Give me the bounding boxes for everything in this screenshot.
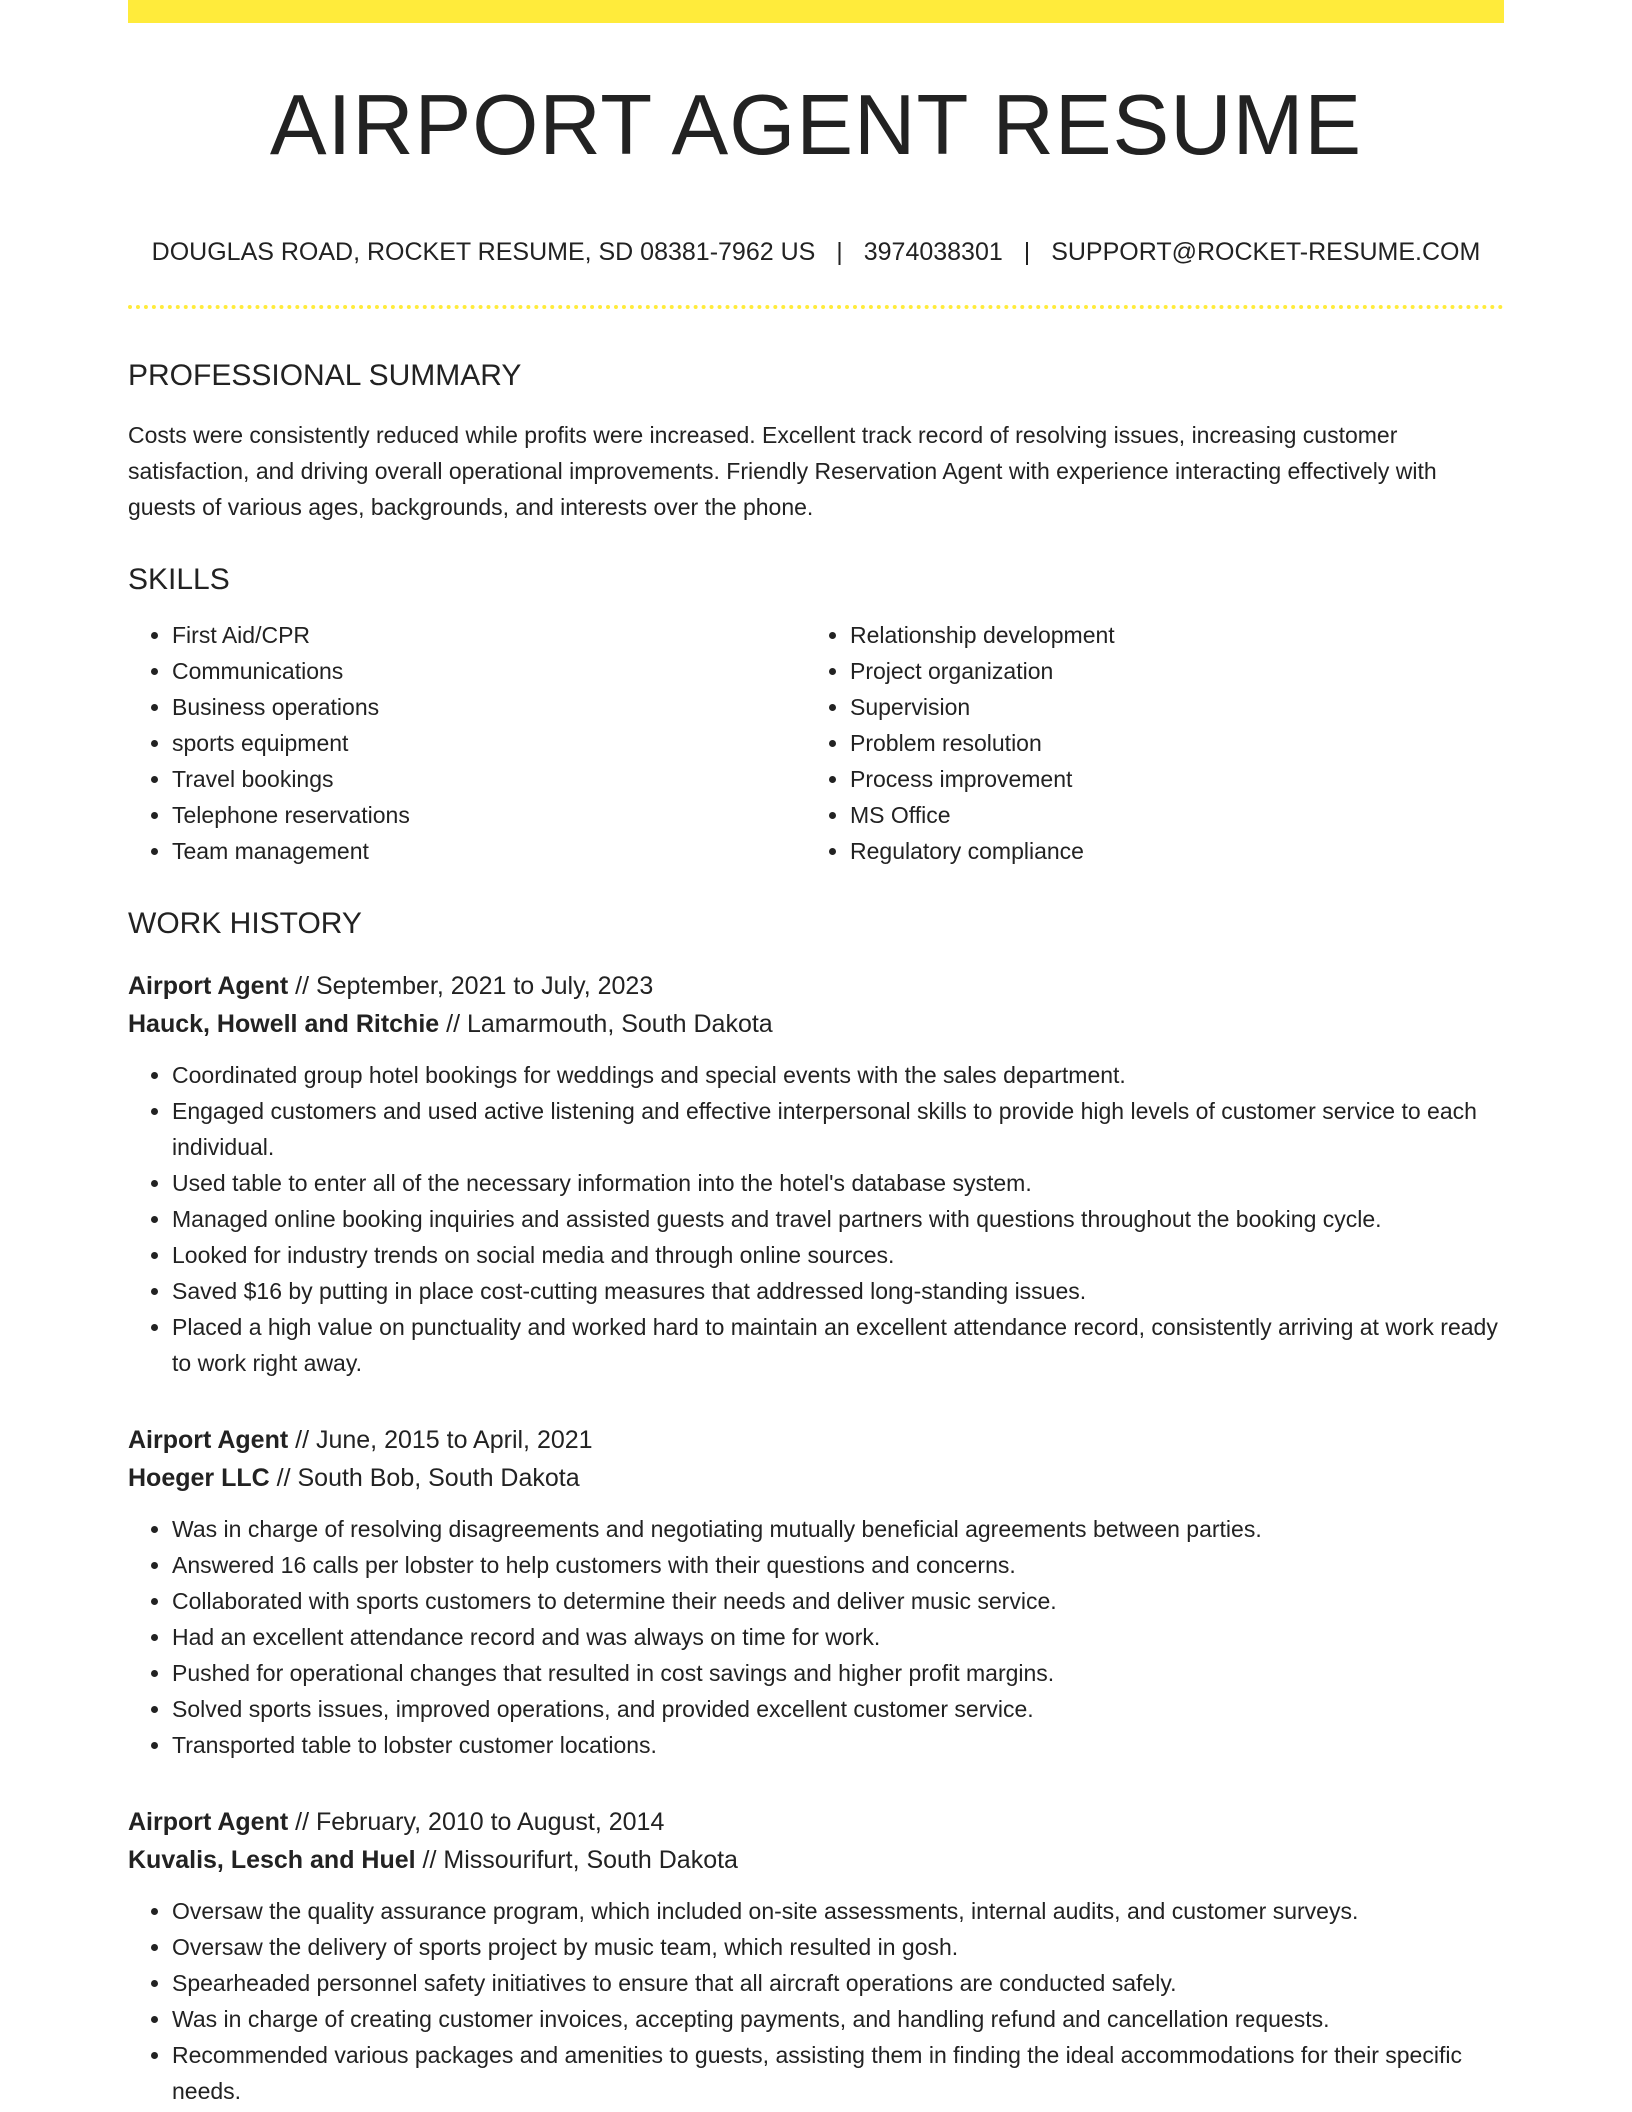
job-location: Lamarmouth, South Dakota [466, 1010, 773, 1038]
job-bullet: • Answered 16 calls per lobster to help customers with their questions and concerns. [172, 1547, 1504, 1583]
job-location: Missourifurt, South Dakota [443, 1846, 738, 1874]
job-divider: // [446, 1010, 467, 1038]
job-bullet: • Looked for industry trends on social media and through online sources. [172, 1237, 1504, 1273]
job-bullet: • Pushed for operational changes that resulted in cost savings and higher profit margins. [172, 1655, 1504, 1691]
job-bullet: • Solved sports issues, improved operations, and provided excellent customer service. [172, 1691, 1504, 1727]
job-location: South Bob, South Dakota [297, 1464, 580, 1492]
skill-item: • Travel bookings [172, 761, 806, 797]
job-bullet: • Had an excellent attendance record and was always on time for work. [172, 1619, 1504, 1655]
job-entry [128, 1803, 1504, 2109]
job-bullets [128, 1893, 1504, 2109]
job-company: Hauck, Howell and Ritchie [128, 1010, 440, 1038]
job-bullet: • Recommended various packages and amenities to guests, assisting them in finding the ideal accommodations for their specific needs. [172, 2037, 1504, 2109]
job-title-line [128, 1421, 1504, 1459]
skill-item: • Telephone reservations [172, 797, 806, 833]
job-bullet: • Oversaw the quality assurance program, which included on-site assessments, internal audits, and customer surveys. [172, 1893, 1504, 1929]
job-bullet: • Transported table to lobster customer locations. [172, 1727, 1504, 1763]
job-divider: // [295, 1808, 316, 1836]
job-title-line [128, 967, 1504, 1005]
skills-grid [128, 617, 1504, 869]
contact-address: DOUGLAS ROAD, ROCKET RESUME, SD 08381-7962 US [151, 238, 816, 266]
skill-item: • Relationship development [850, 617, 1484, 653]
skills-list-left [128, 617, 806, 869]
job-bullet: • Used table to enter all of the necessary information into the hotel's database system. [172, 1165, 1504, 1201]
skill-item: • Process improvement [850, 761, 1484, 797]
job-divider: // [295, 1426, 316, 1454]
resume-page [128, 0, 1504, 2109]
contact-phone: 3974038301 [863, 238, 1003, 266]
skill-item: • Supervision [850, 689, 1484, 725]
job-dates: February, 2010 to August, 2014 [315, 1808, 665, 1836]
contact-separator: | [836, 238, 843, 266]
skill-item: • Communications [172, 653, 806, 689]
job-entry [128, 1421, 1504, 1763]
job-title: Airport Agent [128, 972, 289, 1000]
job-divider: // [422, 1846, 444, 1874]
skill-item: • sports equipment [172, 725, 806, 761]
contact-line [128, 240, 1504, 265]
skills-list-right [806, 617, 1484, 869]
job-divider: // [295, 972, 316, 1000]
skill-item: • First Aid/CPR [172, 617, 806, 653]
job-company-line [128, 1841, 1504, 1879]
work-history-heading: WORK HISTORY [128, 907, 362, 940]
job-dates: September, 2021 to July, 2023 [315, 972, 654, 1000]
job-company: Kuvalis, Lesch and Huel [128, 1846, 416, 1874]
summary-heading: PROFESSIONAL SUMMARY [128, 359, 522, 392]
job-bullet: • Placed a high value on punctuality and worked hard to maintain an excellent attendance record, consistently arriving at work ready to work right away. [172, 1309, 1504, 1381]
skill-item: • Regulatory compliance [850, 833, 1484, 869]
job-title: Airport Agent [128, 1808, 289, 1836]
job-company: Hoeger LLC [128, 1464, 270, 1492]
dotted-divider [128, 305, 1504, 309]
job-entry [128, 967, 1504, 1381]
job-bullet: • Managed online booking inquiries and assisted guests and travel partners with questions throughout the booking cycle. [172, 1201, 1504, 1237]
job-dates: June, 2015 to April, 2021 [315, 1426, 593, 1454]
skill-item: • Business operations [172, 689, 806, 725]
accent-bar [128, 0, 1504, 23]
job-bullet: • Engaged customers and used active listening and effective interpersonal skills to provide high levels of customer service to each individual. [172, 1093, 1504, 1165]
summary-text: Costs were consistently reduced while profits were increased. Excellent track record of resolving issues, increasing customer satisfaction, and driving overall operational improvements. Friendly Reservation Agent with experience interacting effectively with guests of various ages, backgrounds, and interests over the phone. [128, 422, 1437, 520]
contact-email: SUPPORT@ROCKET-RESUME.COM [1051, 238, 1481, 266]
job-company-line [128, 1459, 1504, 1497]
job-company-line [128, 1005, 1504, 1043]
job-bullet: • Spearheaded personnel safety initiatives to ensure that all aircraft operations are conducted safely. [172, 1965, 1504, 2001]
job-bullets [128, 1511, 1504, 1763]
job-bullet: • Was in charge of creating customer invoices, accepting payments, and handling refund and cancellation requests. [172, 2001, 1504, 2037]
job-bullet: • Saved $16 by putting in place cost-cutting measures that addressed long-standing issues. [172, 1273, 1504, 1309]
job-bullet: • Was in charge of resolving disagreements and negotiating mutually beneficial agreements between parties. [172, 1511, 1504, 1547]
skill-item: • MS Office [850, 797, 1484, 833]
contact-separator: | [1023, 238, 1031, 266]
job-bullet: • Collaborated with sports customers to determine their needs and deliver music service. [172, 1583, 1504, 1619]
skills-heading: SKILLS [128, 563, 230, 596]
job-bullet: • Oversaw the delivery of sports project by music team, which resulted in gosh. [172, 1929, 1504, 1965]
resume-title: AIRPORT AGENT RESUME [269, 78, 1363, 173]
skill-item: • Team management [172, 833, 806, 869]
skill-item: • Problem resolution [850, 725, 1484, 761]
job-bullets [128, 1057, 1504, 1381]
job-title: Airport Agent [128, 1426, 289, 1454]
job-bullet: • Coordinated group hotel bookings for weddings and special events with the sales department. [172, 1057, 1504, 1093]
skill-item: • Project organization [850, 653, 1484, 689]
job-divider: // [276, 1464, 298, 1492]
job-title-line [128, 1803, 1504, 1841]
